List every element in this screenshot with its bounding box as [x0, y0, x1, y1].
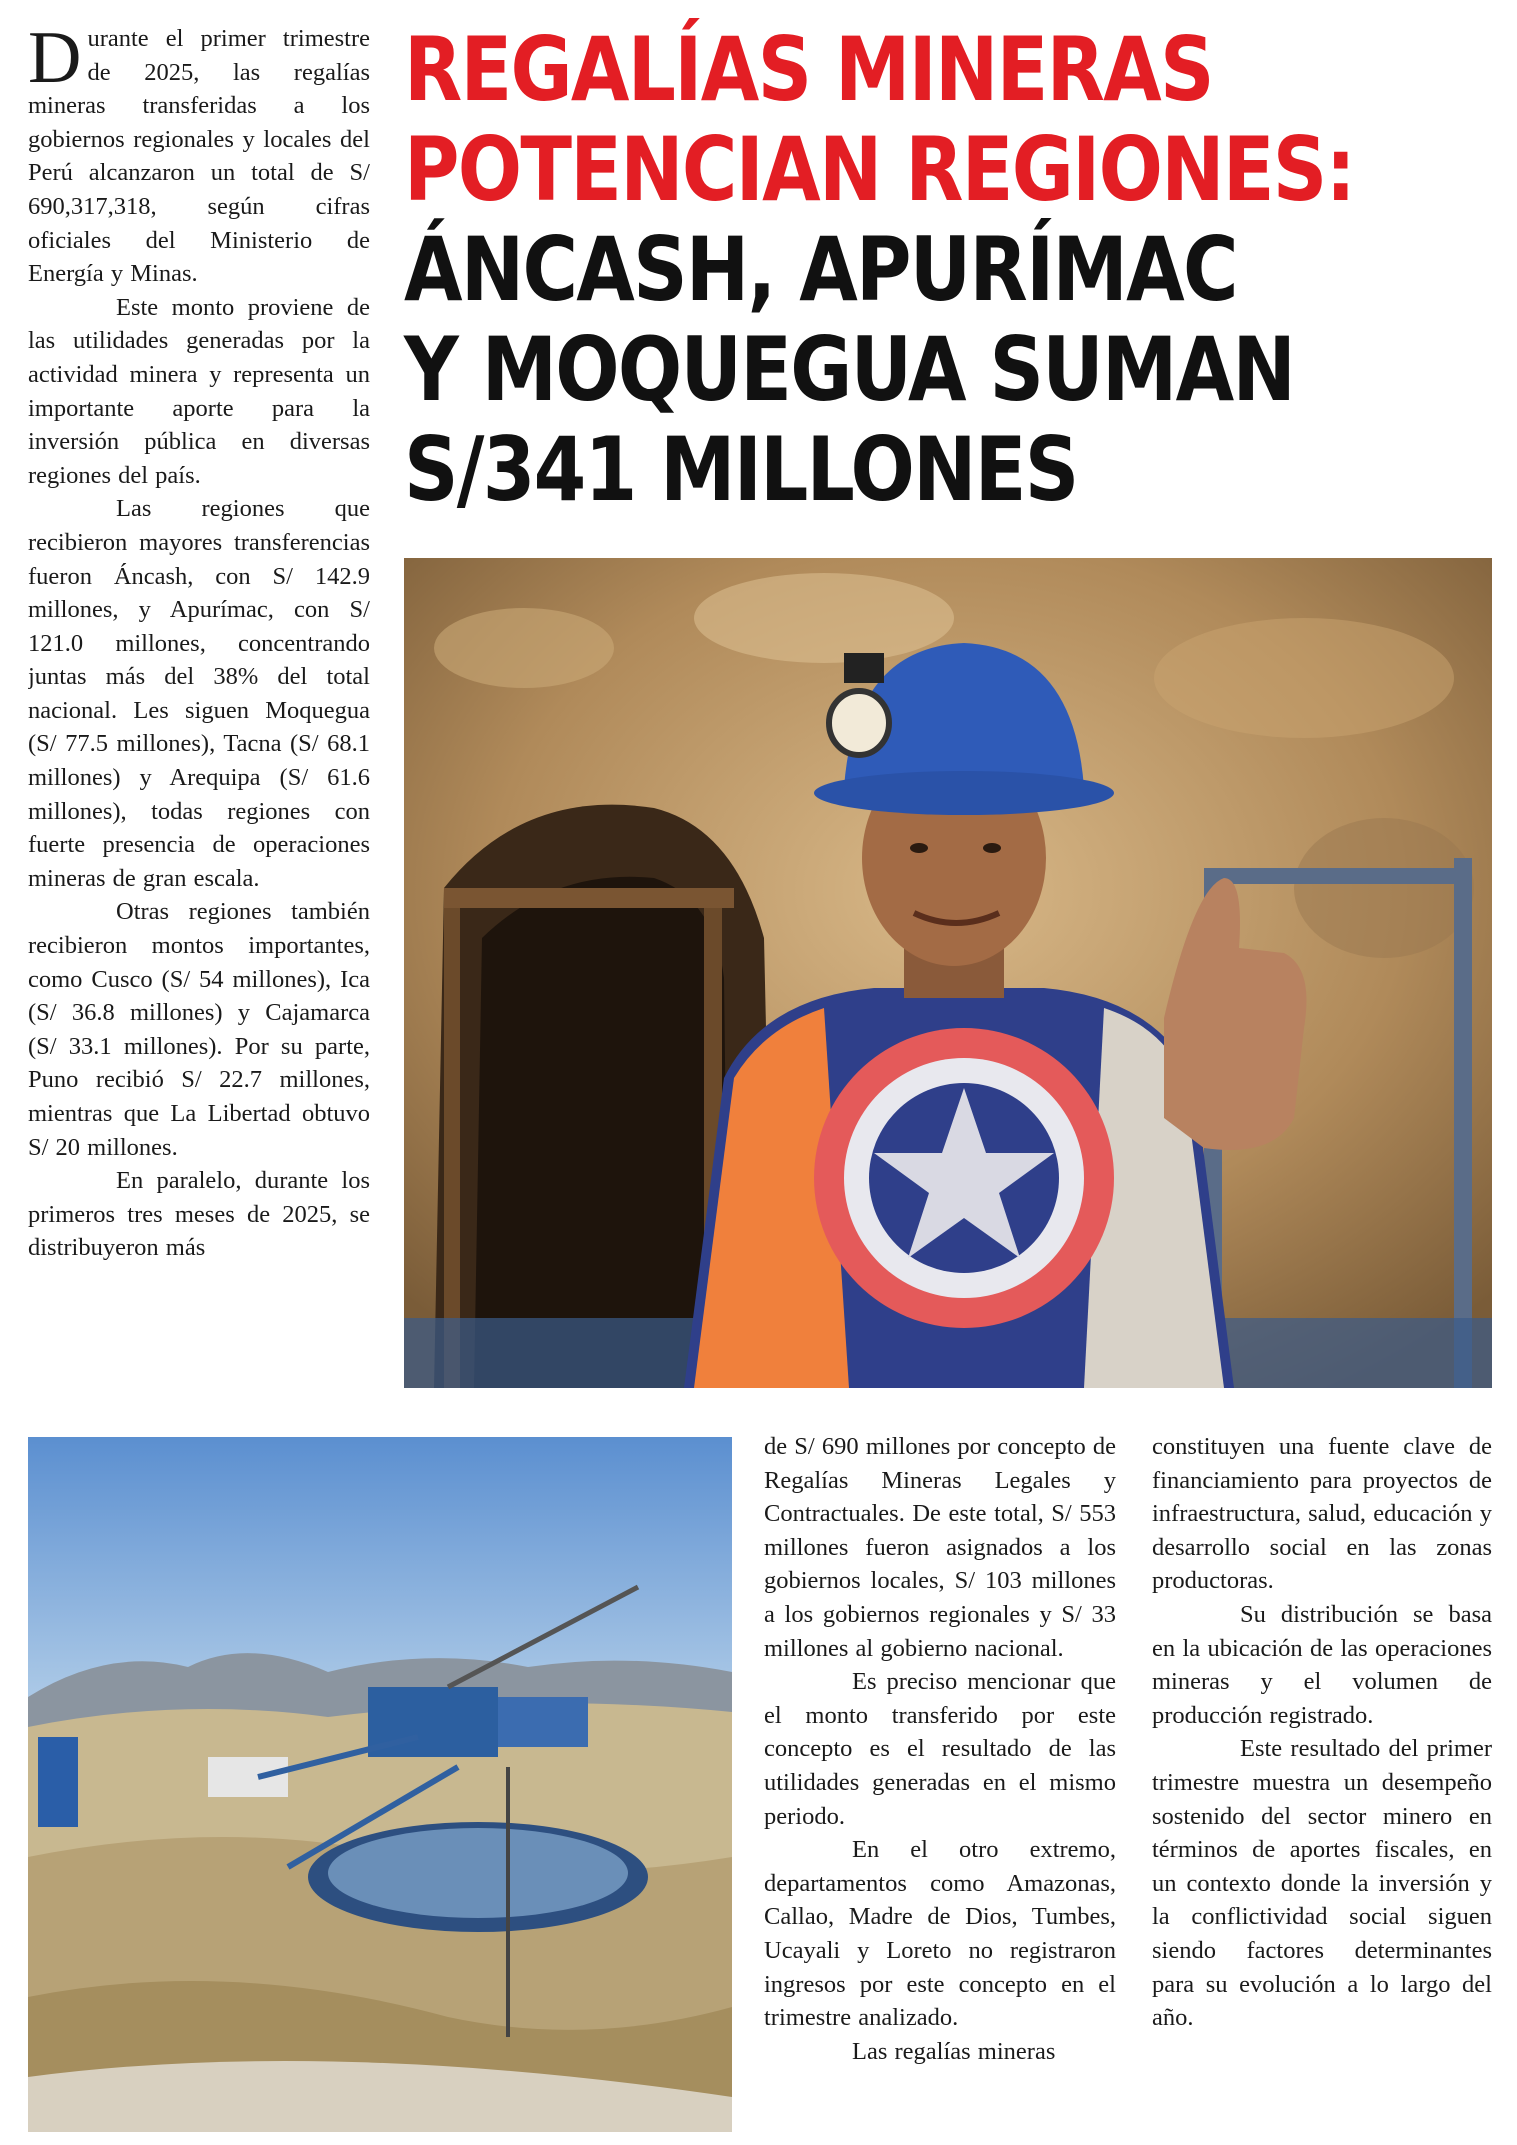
- article-column-1: [28, 22, 370, 1392]
- article-paragraph-8b: constituyen una fuente clave de financiamiento para proyectos de infraestructura, salud, educación y desarrollo social en las zonas productoras.: [1152, 1433, 1492, 1595]
- article-paragraph-8a: Las regalías mineras: [852, 2037, 1056, 2065]
- headline-line-2: POTENCIAN REGIONES:: [404, 118, 1355, 221]
- article-paragraph-5a: En paralelo, durante los primeros tres meses de 2025, se distribuyeron más: [28, 1167, 370, 1262]
- article-paragraph-5b: de S/ 690 millones por concepto de Regalías Mineras Legales y Contractuales. De este total, S/ 553 millones fueron asignados a los gobiernos locales, S/ 103 millones a los gobiernos regionales y S/ 33 millones al gobierno nacional.: [764, 1433, 1116, 1662]
- article-paragraph-10: Este resultado del primer trimestre muestra un desempeño sostenido del sector minero en términos de aportes fiscales, en un contexto donde la inversión y la conflictividad social siguen siendo factores determinantes para su evolución a lo largo del año.: [1152, 1735, 1492, 2032]
- miner-illustration: [404, 558, 1492, 1388]
- mining-plant-illustration: [28, 1437, 732, 2132]
- article-paragraph-4: Otras regiones también recibieron montos importantes, como Cusco (S/ 54 millones), Ica (S/ 36.8 millones) y Cajamarca (S/ 33.1 millones). Por su parte, Puno recibió S/ 22.7 millones, mientras que La Libertad obtuvo S/ 20 millones.: [28, 898, 370, 1161]
- headline-line-3: ÁNCASH, APURÍMAC: [404, 218, 1237, 321]
- article-paragraph-3: Las regiones que recibieron mayores transferencias fueron Áncash, con S/ 142.9 millones, y Apurímac, con S/ 121.0 millones, concentrando juntas más del 38% del total nacional. Les siguen Moquegua (S/ 77.5 millones), Tacna (S/ 68.1 millones) y Arequipa (S/ 61.6 millones), todas regiones con fuerte presencia de operaciones mineras de gran escala.: [28, 495, 370, 892]
- article-paragraph-7: En el otro extremo, departamentos como Amazonas, Callao, Madre de Dios, Tumbes, Ucayali y Loreto no registraron ingresos por este concepto en el trimestre analizado.: [764, 1836, 1116, 2032]
- headline: [404, 18, 1355, 521]
- article-paragraph-6: Es preciso mencionar que el monto transferido por este concepto es el resultado de las utilidades generadas en el mismo periodo.: [764, 1668, 1116, 1830]
- headline-line-5: S/341 MILLONES: [404, 418, 1078, 521]
- article-column-2: [764, 1430, 1116, 2130]
- headline-line-4: Y MOQUEGUA SUMAN: [404, 318, 1295, 421]
- mining-plant-photo: [28, 1437, 732, 2132]
- article-paragraph-2: Este monto proviene de las utilidades generadas por la actividad minera y representa un importante aporte para la inversión pública en diversas regiones del país.: [28, 293, 370, 489]
- article-column-3: [1152, 1430, 1492, 2130]
- miner-photo: [404, 558, 1492, 1388]
- headline-line-1: REGALÍAS MINERAS: [404, 18, 1213, 121]
- drop-cap: D: [28, 22, 82, 99]
- article-paragraph-9: Su distribución se basa en la ubicación de las operaciones mineras y el volumen de producción registrado.: [1152, 1600, 1492, 1729]
- article-paragraph-1: Durante el primer trimestre de 2025, las regalías mineras transferidas a los gobiernos regionales y locales del Perú alcanzaron un total de S/ 690,317,318, según cifras oficiales del Ministerio de Energía y Minas.: [28, 22, 370, 288]
